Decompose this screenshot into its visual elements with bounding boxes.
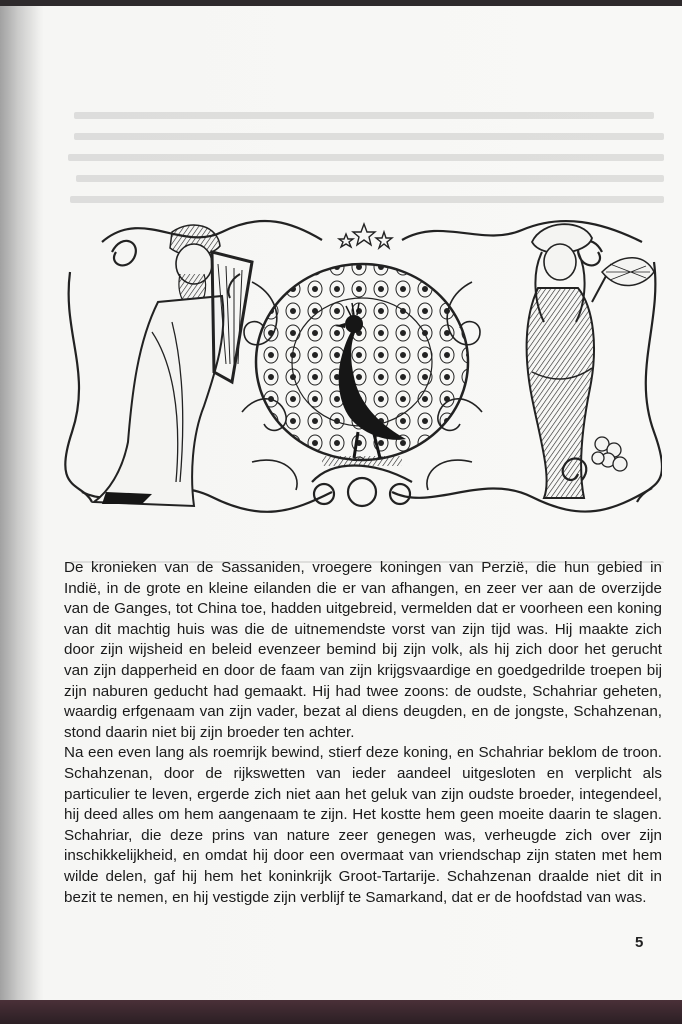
star-ornament xyxy=(339,224,392,248)
page-gutter-shadow xyxy=(0,6,44,1002)
body-text xyxy=(64,558,662,908)
bleed-through-bottom xyxy=(64,515,664,563)
paragraph: Na een even lang als roemrijk bewind, stierf deze koning, en Schahriar beklom de troon. Schahzenan, door de rijkswetten van ieder aandeel uitgesloten en verplicht als particulier te leven, ergerde zich niet aan het geluk van zijn oudste broeder, integendeel, hij deed alles om hem aangenaam te zijn. Het kostte hem geen moeite daarin te slagen. Schahriar, die deze prins van nature zeer genegen was, verheugde zich over zijn inschikkelijkheid, en omdat hij door een overmaat van vriendschap zijn staten met hem wilde delen, gaf hij hem het koninkrijk Groot-Tartarije. Schahzenan draalde niet dit in bezit te nemen, en hij vestigde zijn verblijf te Samarkand, dat er de hoofdstad van was. xyxy=(64,744,662,906)
bleed-through-lines xyxy=(64,106,664,214)
ornamental-illustration xyxy=(62,212,662,514)
book-cover-bottom-edge xyxy=(0,1000,682,1024)
page-number: 5 xyxy=(635,934,644,951)
peacock xyxy=(256,264,468,466)
harp-player-figure xyxy=(94,225,252,506)
paragraph: De kronieken van de Sassaniden, vroegere koningen van Perzië, die hun gebied in Indië, in de grote en kleine eilanden die er van afhangen, en zeer ver aan de overzijde van de Ganges, tot China toe, hadden uitgebreid, vermelden dat er voorheen een koning van dit machtig huis was die de uitnemendste vorst van zijn tijd was. Hij maakte zich door zijn wijsheid en beleid evenzeer bemind bij zijn volk, als hij zich door het gerucht van zijn dapperheid en door de faam van zijn krijgsvaardige en goedgedrilde troepen bij zijn naburen geducht had gemaakt. Hij had twee zoons: de oudste, Schahriar geheten, waardig erfgenaam van zijn vader, bezat al diens deugden, en de jongste, Schahzenan, stond daarin niet bij zijn broeder ten achter. xyxy=(64,559,662,741)
bleed-through-top xyxy=(64,64,664,214)
